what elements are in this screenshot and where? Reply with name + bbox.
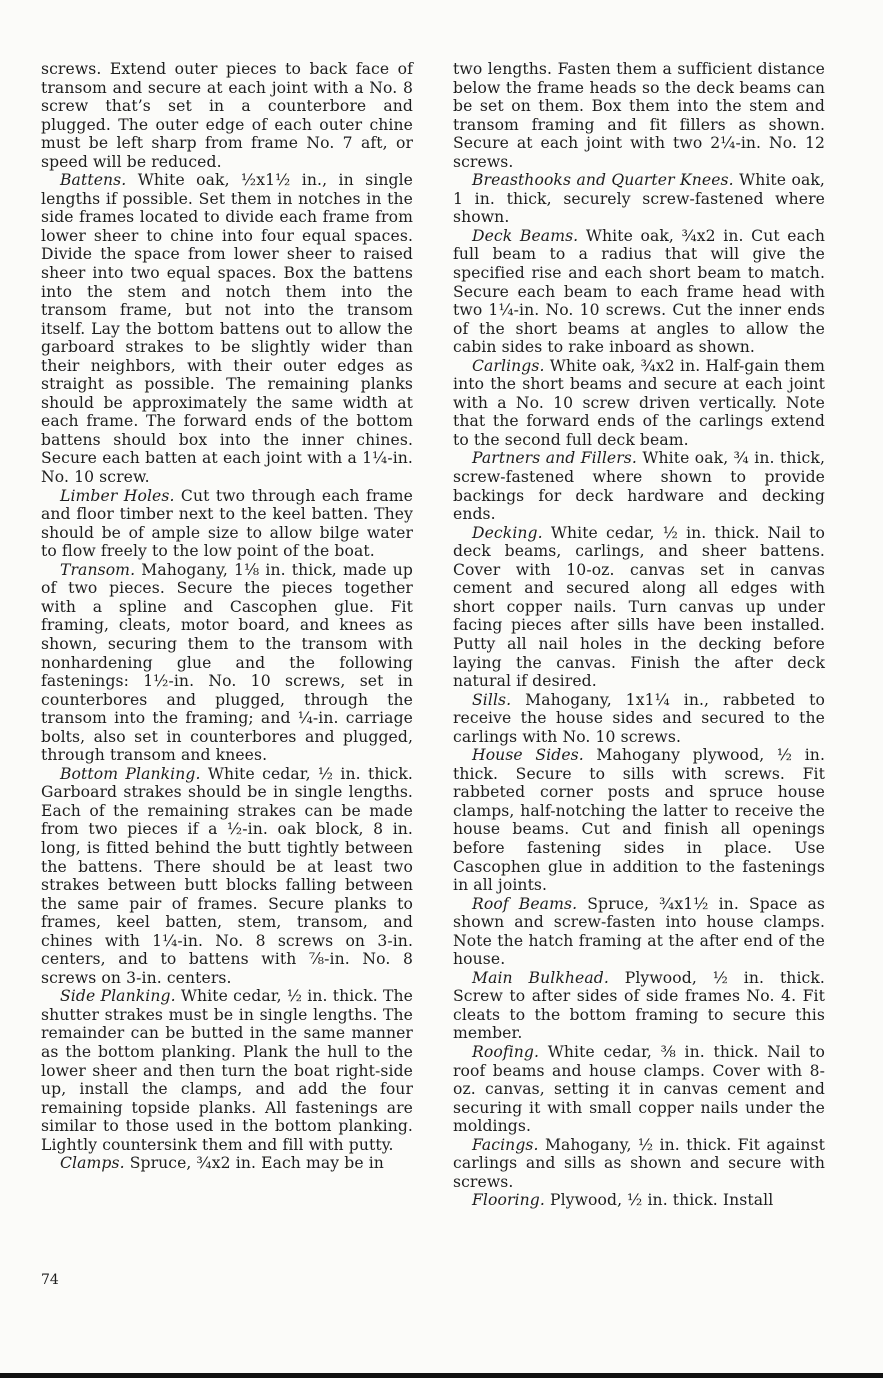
section-heading: Deck Beams. [472, 226, 579, 245]
section-heading: Roofing. [472, 1042, 540, 1061]
paragraph: Deck Beams. White oak, ¾x2 in. Cut each full beam to a radius that will give the specified rise and each short beam to match. Secure each beam to each frame head with two 1¼-in. No. 10 screws. Cut the inner ends of the short beams at angles to allow the cabin sides to rake inboard as shown. [453, 226, 826, 357]
section-heading: Carlings. [472, 356, 545, 375]
section-heading: Flooring. [472, 1191, 545, 1210]
section-heading: Partners and Fillers. [472, 449, 637, 468]
page-number: 74 [41, 1272, 59, 1288]
left-column [41, 60, 413, 1173]
section-heading: Bottom Planking. [60, 764, 201, 783]
paragraph: Sills. Mahogany, 1x1¼ in., rabbeted to receive the house sides and secured to the carlings with No. 10 screws. [453, 690, 825, 746]
paragraph: screws. Extend outer pieces to back face of transom and secure at each joint with a No. 8 screw that’s set in a counterbore and plugged. The outer edge of each outer chine must be left sharp from frame No. 7 aft, or speed will be reduced. [41, 60, 413, 171]
paragraph: Facings. Mahogany, ½ in. thick. Fit against carlings and sills as shown and secure with screws. [453, 1135, 825, 1191]
paragraph: Bottom Planking. White cedar, ½ in. thick. Garboard strakes should be in single lengths. Each of the remaining strakes can be made from two pieces if a ½-in. oak block, 8 in. long, is fitted behind the butt tightly between the battens. There should be at least two strakes between butt blocks falling between the same pair of frames. Secure planks to frames, keel batten, stem, transom, and chines with 1¼-in. No. 8 screws on 3-in. centers, and to battens with ⅞-in. No. 8 screws on 3-in. centers. [41, 764, 413, 987]
bottom-edge-rule [0, 1373, 883, 1378]
section-heading: Main Bulkhead. [472, 968, 609, 987]
paragraph: Partners and Fillers. White oak, ¾ in. thick, screw-fastened where shown to provide backings for deck hardware and decking ends. [453, 449, 825, 524]
section-heading: Limber Holes. [60, 486, 175, 505]
section-heading: Side Planking. [60, 987, 176, 1006]
paragraph: Limber Holes. Cut two through each frame and floor timber next to the keel batten. They should be of ample size to allow bilge water to flow freely to the low point of the boat. [41, 486, 413, 561]
section-heading: House Sides. [472, 746, 584, 765]
section-heading: Breasthooks and Quarter Knees. [472, 171, 734, 190]
paragraph: Battens. White oak, ½x1½ in., in single lengths if possible. Set them in notches in the side frames located to divide each frame from lower sheer to chine into four equal spaces. Divide the space from lower sheer to raised sheer into two equal spaces. Box the battens into the stem and notch them into the transom frame, but not into the transom itself. Lay the bottom battens out to allow the garboard strakes to be slightly wider than their neighbors, with their outer edges as straight as possible. The remaining planks should be approximately the same width at each frame. The forward ends of the bottom battens should box into the inner chines. Secure each batten at each joint with a 1¼-in. No. 10 screw. [41, 171, 413, 487]
section-heading: Clamps. [60, 1154, 125, 1173]
paragraph: Side Planking. White cedar, ½ in. thick. The shutter strakes must be in single lengths. The remainder can be butted in the same manner as the bottom planking. Plank the hull to the lower sheer and then turn the boat right-side up, install the clamps, and add the four remaining topside planks. All fastenings are similar to those used in the bottom planking. Lightly countersink them and fill with putty. [41, 987, 413, 1154]
section-heading: Roof Beams. [472, 894, 578, 913]
paragraph: Clamps. Spruce, ¾x2 in. Each may be in [60, 1154, 384, 1173]
paragraph: Carlings. White oak, ¾x2 in. Half-gain them into the short beams and secure at each joint with a No. 10 screw driven vertically. Note that the forward ends of the carlings extend to the second full deck beam. [453, 356, 825, 449]
paragraph: Roofing. White cedar, ⅜ in. thick. Nail to roof beams and house clamps. Cover with 8-oz. canvas, setting it in canvas cement and securing it with small copper nails under the moldings. [453, 1042, 825, 1136]
paragraph: House Sides. Mahogany plywood, ½ in. thick. Secure to sills with screws. Fit rabbeted corner posts and spruce house clamps, half-notching the latter to receive the house beams. Cut and finish all openings before fastening sides in place. Use Cascophen glue in addition to the fastenings in all joints. [453, 746, 825, 895]
section-heading: Decking. [472, 523, 543, 542]
paragraph: Main Bulkhead. Plywood, ½ in. thick. Screw to after sides of side frames No. 4. Fit cleats to the bottom framing to secure this member. [453, 968, 825, 1043]
section-heading: Transom. [60, 560, 136, 579]
section-heading: Sills. [472, 690, 512, 709]
paragraph: Flooring. Plywood, ½ in. thick. Install [472, 1191, 774, 1210]
paragraph: Breasthooks and Quarter Knees. White oak, 1 in. thick, securely screw-fastened where shown. [453, 171, 825, 227]
right-column [453, 60, 825, 1210]
paragraph: Roof Beams. Spruce, ¾x1½ in. Space as shown and screw-fasten into house clamps. Note the hatch framing at the after end of the house. [453, 894, 826, 969]
paragraph: Transom. Mahogany, 1⅛ in. thick, made up of two pieces. Secure the pieces together with a spline and Cascophen glue. Fit framing, cleats, motor board, and knees as shown, securing them to the transom with nonhardening glue and the following fastenings: 1½-in. No. 10 screws, set in counterbores and plugged, through the transom into the framing; and ¼-in. carriage bolts, also set in counterbores and plugged, through transom and knees. [41, 560, 413, 765]
section-heading: Battens. [60, 171, 127, 190]
section-heading: Facings. [472, 1135, 539, 1154]
paragraph: two lengths. Fasten them a sufficient distance below the frame heads so the deck beams can be set on them. Box them into the stem and transom framing and fit fillers as shown. Secure at each joint with two 2¼-in. No. 12 screws. [453, 60, 825, 171]
paragraph: Decking. White cedar, ½ in. thick. Nail to deck beams, carlings, and sheer battens. Cover with 10-oz. canvas set in canvas cement and secured along all edges with short copper nails. Turn canvas up under facing pieces after sills have been installed. Putty all nail holes in the decking before laying the canvas. Finish the after deck natural if desired. [453, 523, 825, 691]
